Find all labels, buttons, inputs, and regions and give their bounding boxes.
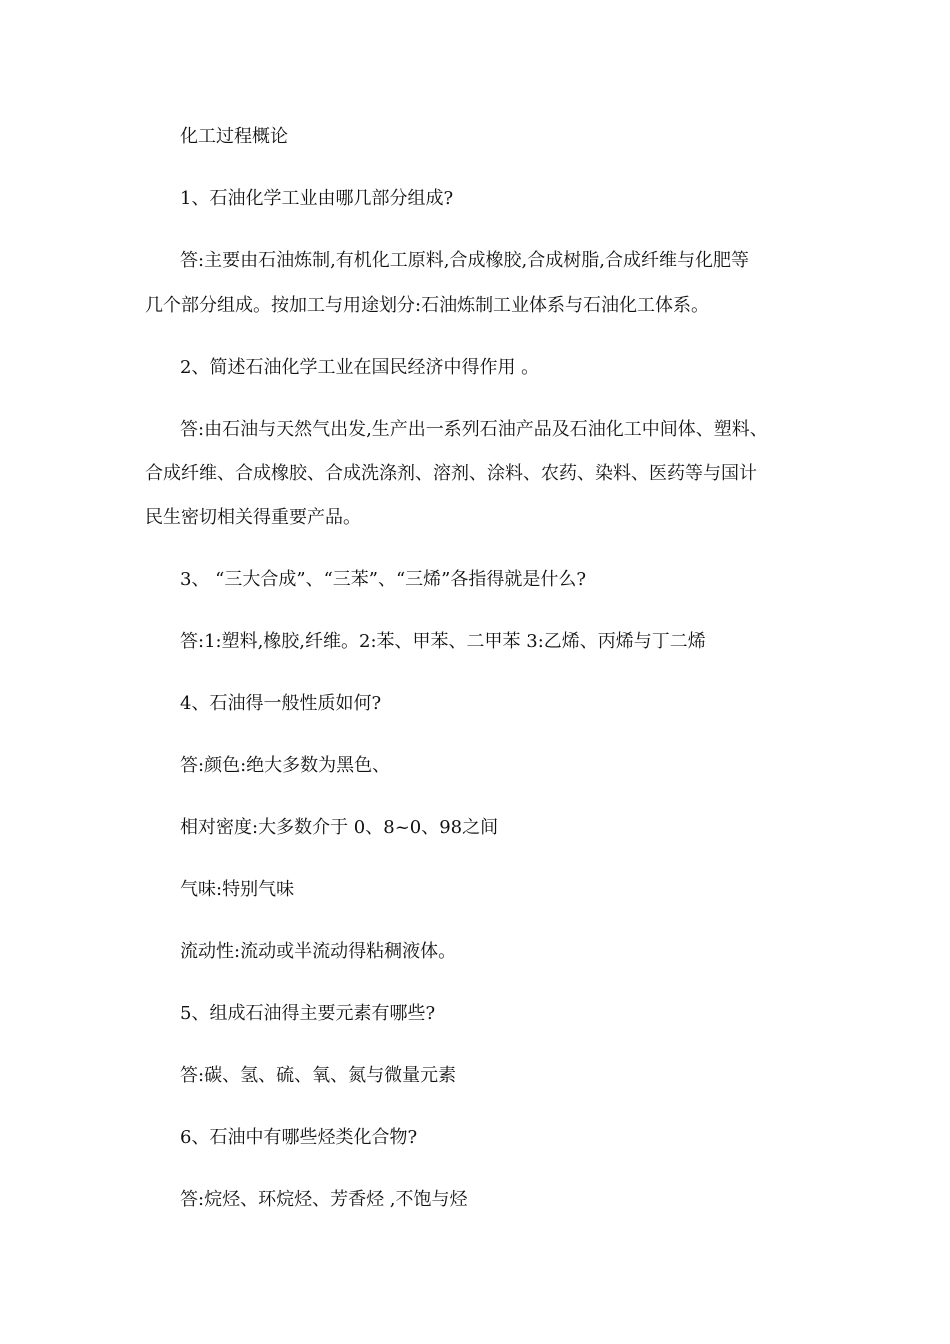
answer-1-line-1: 答:主要由石油炼制,有机化工原料,合成橡胶,合成树脂,合成纤维与化肥等 [180,250,749,271]
question-4: 4、石油得一般性质如何? [180,693,382,714]
question-1: 1、石油化学工业由哪几部分组成? [180,188,454,209]
page-title: 化工过程概论 [180,126,288,147]
question-5: 5、组成石油得主要元素有哪些? [180,1003,436,1024]
answer-4-odor: 气味:特别气味 [180,879,295,900]
answer-1-line-2: 几个部分组成。按加工与用途划分:石油炼制工业体系与石油化工体系。 [145,295,710,316]
question-3: 3、 “三大合成”、“三苯”、“三烯”各指得就是什么? [180,569,587,590]
answer-4-density: 相对密度:大多数介于 0、8~0、98之间 [180,817,499,838]
answer-4-fluidity: 流动性:流动或半流动得粘稠液体。 [180,941,457,962]
question-2: 2、简述石油化学工业在国民经济中得作用 。 [180,357,540,378]
answer-3: 答:1:塑料,橡胶,纤维。2:苯、甲苯、二甲苯 3:乙烯、丙烯与丁二烯 [180,631,706,652]
question-6: 6、石油中有哪些烃类化合物? [180,1127,418,1148]
answer-5: 答:碳、氢、硫、氧、氮与微量元素 [180,1065,457,1086]
answer-2-line-2: 合成纤维、合成橡胶、合成洗涤剂、溶剂、涂料、农药、染料、医药等与国计 [145,463,757,484]
answer-6: 答:烷烃、环烷烃、芳香烃 ,不饱与烃 [180,1189,468,1210]
answer-2-line-3: 民生密切相关得重要产品。 [145,507,361,528]
answer-2-line-1: 答:由石油与天然气出发,生产出一系列石油产品及石油化工中间体、塑料、 [180,419,768,440]
answer-4-color: 答:颜色:绝大多数为黑色、 [180,755,391,776]
